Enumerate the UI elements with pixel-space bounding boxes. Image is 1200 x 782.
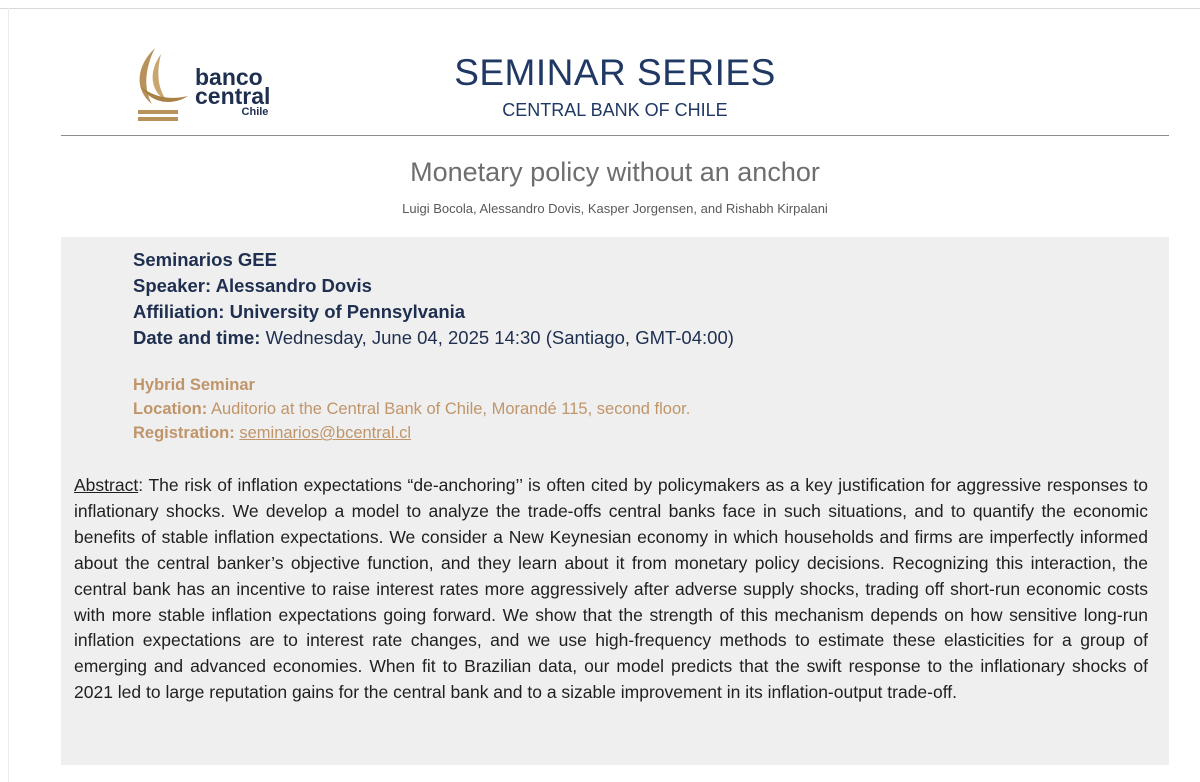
seminar-name: Seminarios GEE [133, 249, 277, 270]
left-border [0, 8, 9, 782]
logo-mark-icon [130, 46, 200, 126]
series-subtitle: CENTRAL BANK OF CHILE [502, 100, 728, 120]
talk-title: Monetary policy without an anchor [410, 157, 820, 187]
speaker-name: Alessandro Dovis [215, 275, 372, 296]
registration-label: Registration: [133, 424, 235, 442]
banco-central-logo [130, 46, 290, 128]
affiliation-value: University of Pennsylvania [229, 301, 466, 322]
affiliation-row [133, 299, 734, 325]
datetime-value: Wednesday, June 04, 2025 14:30 (Santiago, GMT-04:00) [265, 327, 734, 348]
top-border [0, 0, 1200, 9]
series-title: SEMINAR SERIES [454, 52, 776, 93]
talk-authors: Luigi Bocola, Alessandro Dovis, Kasper Jorgensen, and Rishabh Kirpalani [402, 201, 828, 216]
seminar-logistics [133, 373, 690, 445]
location-row [133, 397, 690, 421]
abstract-label: Abstract [74, 475, 139, 495]
abstract: Abstract: The risk of inflation expectations “de-anchoring’’ is often cited by policymakers as a key justification for aggressive responses to inflationary shocks. We develop a model to analyze the trade-offs central banks face in such situations, and to quantify the economic benefits of stable inflation expectations. We consider a New Keynesian economy in which households and firms are imperfectly informed about the central banker’s objective function, and they learn about it from monetary policy decisions. Recognizing this interaction, the central bank has an incentive to raise interest rates more aggressively after adverse supply shocks, trading off short-run economic costs with more stable inflation expectations going forward. We show that the strength of this mechanism depends on how sensitive long-run inflation expectations are to interest rate changes, and we use high-frequency methods to estimate these elasticities for a group of emerging and advanced economies. When fit to Brazilian data, our model predicts that the swift response to the inflationary shocks of 2021 led to large reputation gains for the central bank and to a sizable improvement in its inflation-output trade-off. [74, 475, 1149, 703]
header-divider [61, 135, 1169, 136]
affiliation-label: Affiliation: [133, 301, 225, 322]
abstract-text: The risk of inflation expectations “de-anchoring’’ is often cited by policymakers as a key justification for aggressive responses to inflationary shocks. We develop a model to analyze the trade-offs central banks face in such situations, and to quantify the economic benefits of stable inflation expectations. We consider a New Keynesian economy in which households and firms are imperfectly informed about the central banker’s objective function, and they learn about it from monetary policy decisions. Recognizing this interaction, the central bank has an incentive to raise interest rates more aggressively after adverse supply shocks, trading off short-run economic costs with more stable inflation expectations going forward. We show that the strength of this mechanism depends on how sensitive long-run inflation expectations are to interest rate changes, and we use high-frequency methods to estimate these elasticities for a group of emerging and advanced economies. When fit to Brazilian data, our model predicts that the swift response to the inflationary shocks of 2021 led to large reputation gains for the central bank and to a sizable improvement in its inflation-output trade-off. [74, 475, 1149, 703]
logo-line-banco: banco [195, 64, 263, 90]
registration-email-link[interactable]: seminarios@bcentral.cl [239, 424, 412, 442]
datetime-row [133, 325, 734, 351]
location-label: Location: [133, 400, 208, 418]
seminar-info [133, 247, 734, 351]
logo-line-chile: Chile [241, 106, 269, 118]
logo-line-central: central [195, 83, 271, 109]
speaker-label: Speaker: [133, 275, 212, 296]
datetime-label: Date and time: [133, 327, 261, 348]
registration-row [133, 421, 690, 445]
seminar-format: Hybrid Seminar [133, 376, 255, 394]
seminar-details-panel [61, 237, 1169, 765]
location-value: Auditorio at the Central Bank of Chile, Morandé 115, second floor. [210, 400, 691, 418]
speaker-row [133, 273, 734, 299]
logo-wordmark [195, 64, 271, 119]
